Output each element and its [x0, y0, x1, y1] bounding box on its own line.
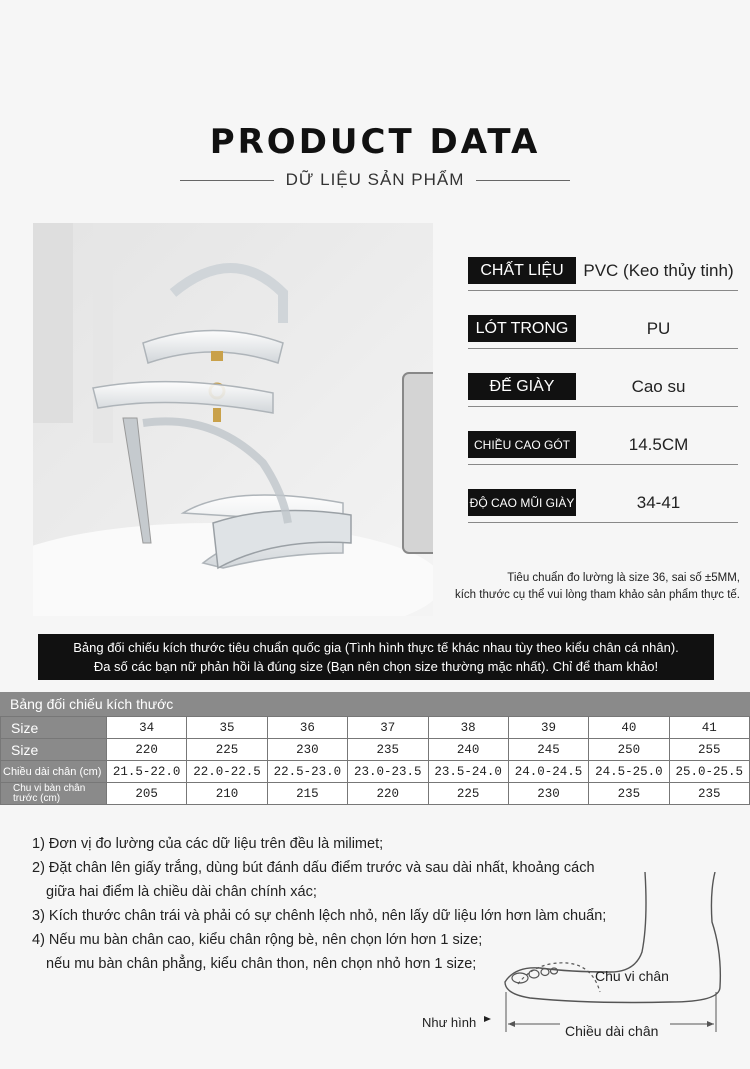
length-label: Chiều dài chân [565, 1023, 659, 1039]
divider [468, 522, 738, 523]
table-cell: 210 [187, 783, 267, 805]
spec-label: LÓT TRONG [468, 315, 576, 342]
table-cell: 23.5-24.0 [428, 761, 508, 783]
table-cell: 22.5-23.0 [267, 761, 347, 783]
spec-label: ĐẾ GIÀY [468, 373, 576, 400]
divider [468, 348, 738, 349]
table-cell: 25.0-25.5 [669, 761, 749, 783]
row-header: Size [1, 739, 107, 761]
table-row [1, 739, 750, 761]
table-row [1, 761, 750, 783]
spec-row [468, 482, 738, 540]
spec-label: CHIỀU CAO GÓT [468, 431, 576, 458]
table-cell: 35 [187, 717, 267, 739]
subtitle-row [180, 168, 570, 192]
table-cell: 22.0-22.5 [187, 761, 267, 783]
table-cell: 225 [428, 783, 508, 805]
table-cell: 21.5-22.0 [107, 761, 187, 783]
divider [476, 180, 570, 181]
spec-row [468, 424, 738, 482]
measurement-note [440, 570, 750, 604]
banner-line: Đa số các bạn nữ phản hồi là đúng size (Bạn nên chọn size thường mặc nhất). Chỉ để tham khảo! [93, 659, 659, 674]
divider [468, 290, 738, 291]
table-cell: 24.0-24.5 [508, 761, 588, 783]
row-header: Size [1, 717, 107, 739]
size-grid [0, 716, 750, 805]
foot-icon [420, 872, 750, 1052]
table-cell: 245 [508, 739, 588, 761]
table-cell: 235 [348, 739, 428, 761]
instruction-line: 1) Đơn vị đo lường của các dữ liệu trên đều là milimet; [32, 836, 384, 852]
table-cell: 40 [589, 717, 669, 739]
divider [468, 406, 738, 407]
divider [468, 464, 738, 465]
table-cell: 255 [669, 739, 749, 761]
spec-row [468, 250, 738, 308]
table-cell: 235 [589, 783, 669, 805]
table-cell: 37 [348, 717, 428, 739]
spec-label: ĐỘ CAO MŨI GIÀY [468, 489, 576, 516]
sandal-image [33, 223, 433, 616]
table-cell: 41 [669, 717, 749, 739]
foot-diagram [420, 872, 750, 1052]
size-table [0, 692, 750, 805]
as-shown-label: Như hình [422, 1015, 477, 1030]
note-line: Tiêu chuẩn đo lường là size 36, sai số ±5MM, [507, 572, 740, 584]
note-line: kích thước cụ thể vui lòng tham khảo sản phẩm thực tế. [454, 589, 740, 601]
table-cell: 36 [267, 717, 347, 739]
table-cell: 38 [428, 717, 508, 739]
table-cell: 250 [589, 739, 669, 761]
table-cell: 230 [267, 739, 347, 761]
instruction-line: 4) Nếu mu bàn chân cao, kiểu chân rộng bè, nên chọn lớn hơn 1 size; [32, 932, 483, 948]
girth-label: Chu vi chân [595, 968, 669, 984]
instruction-line: 3) Kích thước chân trái và phải có sự chênh lệch nhỏ, nên lấy dữ liệu lớn hơn làm chuẩn; [32, 908, 607, 924]
table-cell: 34 [107, 717, 187, 739]
table-cell: 225 [187, 739, 267, 761]
spec-row [468, 308, 738, 366]
table-row [1, 717, 750, 739]
spec-row [468, 366, 738, 424]
table-cell: 235 [669, 783, 749, 805]
row-header: Chu vi bàn chân trước (cm) [1, 783, 107, 805]
table-cell: 205 [107, 783, 187, 805]
table-cell: 24.5-25.0 [589, 761, 669, 783]
table-cell: 215 [267, 783, 347, 805]
product-photo [33, 223, 433, 616]
spec-value: PU [646, 318, 671, 338]
spec-label: CHẤT LIỆU [468, 257, 576, 284]
spec-value: 14.5CM [628, 434, 689, 454]
table-row [1, 783, 750, 805]
divider [180, 180, 274, 181]
table-cell: 39 [508, 717, 588, 739]
table-cell: 220 [107, 739, 187, 761]
instruction-line: nếu mu bàn chân phẳng, kiểu chân thon, nên chọn nhỏ hơn 1 size; [46, 956, 477, 972]
table-cell: 240 [428, 739, 508, 761]
spec-value: PVC (Keo thủy tinh) [583, 260, 734, 280]
row-header: Chiều dài chân (cm) [1, 761, 107, 783]
spec-value: Cao su [631, 376, 686, 396]
page-subtitle: DỮ LIỆU SẢN PHẨM [285, 170, 465, 189]
table-cell: 220 [348, 783, 428, 805]
table-cell: 230 [508, 783, 588, 805]
spec-value: 34-41 [636, 492, 681, 512]
size-banner [38, 634, 714, 680]
instruction-line: 2) Đặt chân lên giấy trắng, dùng bút đánh dấu điểm trước và sau dài nhất, khoảng cách [32, 860, 595, 876]
banner-line: Bảng đối chiếu kích thước tiêu chuẩn quốc gia (Tình hình thực tế khác nhau tùy theo kiểu chân cá nhân). [73, 640, 679, 655]
page-title: PRODUCT DATA [209, 122, 541, 162]
table-cell: 23.0-23.5 [348, 761, 428, 783]
instruction-line: giữa hai điểm là chiều dài chân chính xác; [46, 884, 317, 900]
spec-list [468, 250, 738, 540]
table-title: Bảng đối chiếu kích thước [0, 692, 750, 716]
